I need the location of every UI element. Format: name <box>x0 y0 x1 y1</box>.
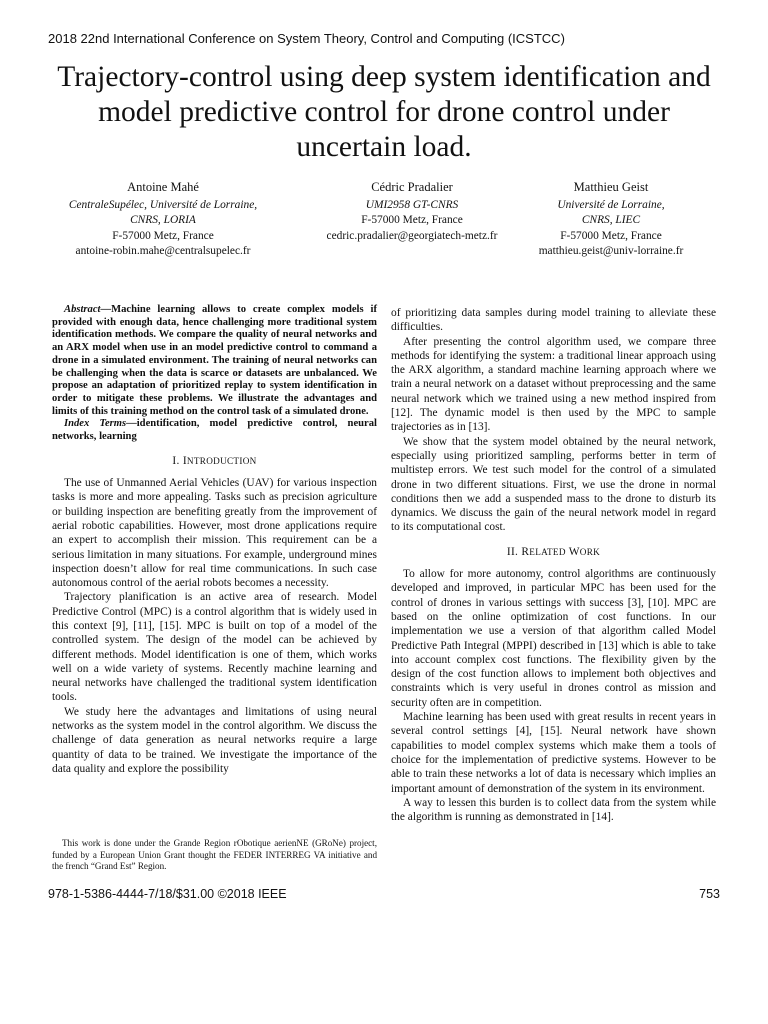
index-terms: Index Terms—identification, model predictive control, neural networks, learning <box>52 418 377 443</box>
author-affiliation: CNRS, LIEC <box>581 214 641 226</box>
paragraph: Machine learning has been used with great results in recent years in several control settings [4], [15]. Neural network have shown capabilities to model complex systems which make them a tools of choice for the implementation of predictive systems. However to be able to train these networks a lot of data is necessary which implies an important amount of demonstration of the system in its environment. <box>391 711 716 795</box>
abstract-label: Abstract <box>64 304 101 315</box>
author-email: cedric.pradalier@georgiatech-metz.fr <box>326 229 498 242</box>
author-affiliation: UMI2958 GT-CNRS <box>365 198 459 211</box>
author-block-2 <box>297 180 527 244</box>
right-column <box>391 306 716 824</box>
paragraph: Trajectory planification is an active area of research. Model Predictive Control (MPC) is a control algorithm that is widely used in this context [9], [11], [15]. MPC is built on top of a model of the controlled system. The design of the model can be achieved by different methods. Model identification is one of them, which works well on a wide variety of systems. Recently machine learning and neural networks have challenged the traditional system identification tools. <box>52 591 377 704</box>
author-address: F-57000 Metz, France <box>112 229 214 242</box>
paragraph: After presenting the control algorithm used, we compare three methods for identifying the system: a traditional linear approach using the ARX algorithm, a standard machine learning approach where we train a neural network on a dataset without preprocessing and the same neural network which we trained using a new method inspired from [12]. The dynamic model is then used by the MPC to sample trajectories as in [13]. <box>391 335 716 434</box>
author-affiliation: Université de Lorraine, <box>557 198 665 211</box>
author-affiliation: CentraleSupélec, Université de Lorraine, <box>68 198 258 211</box>
paragraph: We study here the advantages and limitations of using neural networks as the system model in the control algorithm. We discuss the challenge of data generation as neural networks require a large quantity of data to be trained. We investigate the importance of the data quality and explore the possibility <box>52 705 377 775</box>
index-terms-label: Index Terms <box>64 418 127 430</box>
author-name: Antoine Mahé <box>127 180 199 194</box>
footnote <box>52 838 377 873</box>
author-name: Cédric Pradalier <box>371 180 453 194</box>
abstract-text: Abstract—Machine learning allows to create complex models if provided with enough data, hence challenging more traditional system identification methods. We compare the quality of neural networks and an ARX model when use in an model predictive control to command a drone in a simulated environment. The training of neural networks can be challenging when the data is scarce or datasets are unbalanced. We propose an adaptation of prioritized replay to system identification in order to mitigate these problems. We illustrate the advantages and limits of this training method on the control task of a simulated drone. <box>52 304 377 417</box>
paragraph: A way to lessen this burden is to collect data from the system while the algorithm is running as demonstrated in [14]. <box>391 796 716 824</box>
author-address: F-57000 Metz, France <box>560 229 662 242</box>
section-heading-related-work: II. RELATED WORK <box>506 545 601 558</box>
author-email: matthieu.geist@univ-lorraine.fr <box>538 245 684 257</box>
author-address: F-57000 Metz, France <box>361 214 463 226</box>
footer-copyright: 978-1-5386-4444-7/18/$31.00 ©2018 IEEE <box>48 887 287 901</box>
author-name: Matthieu Geist <box>573 180 649 194</box>
paragraph: We show that the system model obtained by the neural network, especially using prioritized sampling, performs better in term of multistep errors. We test such model for the control of a simulated drone in two different situations. First, we use the drone in normal conditions then we add a suspended mass to the drone to disturb its dynamics. We discuss the gain of the neural network model in regard to its computational cost. <box>391 435 716 534</box>
author-affiliation: CNRS, LORIA <box>130 214 196 226</box>
paper-title: Trajectory-control using deep system identification and model predictive control for drone control under uncertain load. <box>57 61 711 163</box>
page-number: 753 <box>699 887 720 901</box>
left-column <box>52 304 377 776</box>
conference-header: 2018 22nd International Conference on System Theory, Control and Computing (ICSTCC) <box>48 31 565 46</box>
abstract <box>52 304 377 444</box>
author-block-3 <box>496 180 726 260</box>
footnote-text: This work is done under the Grande Region rObotique aerienNE (GRoNe) project, funded by a European Union Grant thought the FEDER INTERREG VA initiative and the french “Grand Est” Region. <box>52 838 377 871</box>
author-email: antoine-robin.mahe@centralsupelec.fr <box>75 245 251 257</box>
paragraph: To allow for more autonomy, control algorithms are continuously developed and improved, in particular MPC has been used for the control of drones in various settings with success [3], [10]. MPC are based on the online optimization of cost functions. In our implementation we use a version of that algorithm called Model Predictive Path Integral (MPPI) described in [13] which is able to take into account complex cost functions. The flexibility given by the design of the cost function allows to implement both objectives and constraints which is very useful in drones control as mission and security often are in competition. <box>391 568 716 709</box>
section-heading-introduction: I. INTRODUCTION <box>172 454 257 467</box>
author-block-1 <box>48 180 278 260</box>
paragraph: The use of Unmanned Aerial Vehicles (UAV) for various inspection tasks is more and more appealing. Tasks such as precision agriculture or building inspection are benefiting greatly from the improvement of aerial robotic capabilities. However, most drone applications require an expert to accomplish their mission. This requirement can be a serious limitation in many situations. For example, underground mines inspection doesn’t allow for real time communications. In such case autonomous control of the aerial robots becomes a necessity. <box>52 477 377 590</box>
paragraph: of prioritizing data samples during model training to alleviate these difficulties. <box>391 307 716 334</box>
